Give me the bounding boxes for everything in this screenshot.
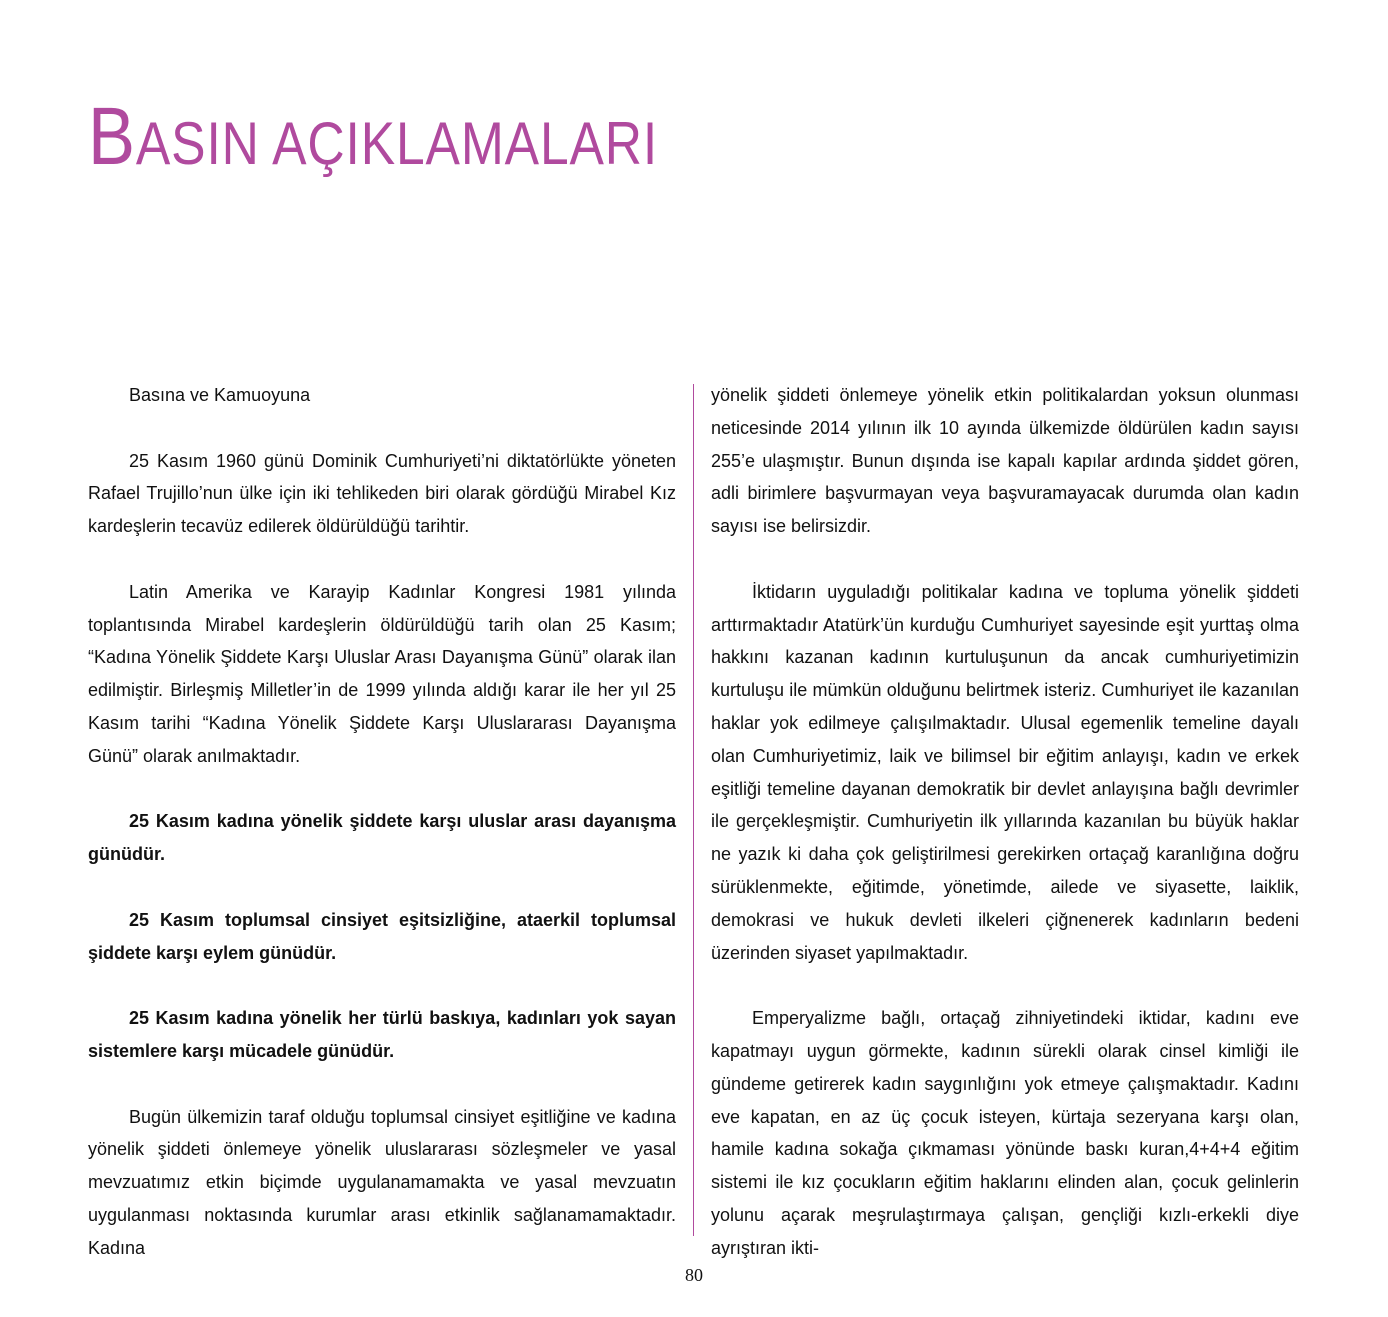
- paragraph-continuation: yönelik şiddeti önlemeye yönelik etkin politikalardan yoksun olunması neticesinde 2014 yılının ilk 10 ayında ülkemizde öldürülen kadın sayısı 255’e ulaşmıştır. Bunun dışında ise kapalı kapılar ardında şiddet gören, adli birimlere başvurmayan veya başvuramayacak durumda olan kadın sayısı ise belirsizdir.: [711, 385, 1299, 537]
- paragraph-imperialism: Emperyalizme bağlı, ortaçağ zihniyetindeki iktidar, kadını eve kapatmayı uygun görmekte, kadının sürekli olarak cinsel kimliği ile gündeme getirerek kadın saygınlığını yok etmeye çalışmaktadır. Kadını eve kapatan, en az üç çocuk isteyen, kürtaja sezeryana karşı olan, hamile kadına sokağa çıkmaması yönünde baskı kuran,4+4+4 eğitim sistemi ile kız çocukların eğitim haklarını elinden alan, çocuk gelinlerin yolunu açarak meşrulaştırmaya çalışan, gençliği kızlı-erkekli diye ayrıştıran ikti-: [711, 1008, 1299, 1258]
- page-title-rest: ASIN AÇIKLAMALARI: [135, 110, 659, 177]
- paragraph-today: Bugün ülkemizin taraf olduğu toplumsal cinsiyet eşitliğine ve kadına yönelik şiddeti önlemeye yönelik uluslararası sözleşmeler ve yasal mevzuatımız etkin biçimde uygulanamamakta ve yasal mevzuatın uygulanması noktasında kurumlar arası etkinlik sağlanamamaktadır. Kadına: [88, 1106, 676, 1258]
- bold-statement-struggle: 25 Kasım kadına yönelik her türlü baskıya, kadınları yok sayan sistemlere karşı mücadele günüdür.: [88, 1008, 676, 1061]
- bold-statement-solidarity: 25 Kasım kadına yönelik şiddete karşı uluslar arası dayanışma günüdür.: [88, 811, 676, 865]
- page-number: 80: [685, 1265, 703, 1285]
- page-title: [88, 88, 658, 186]
- paragraph-congress: Latin Amerika ve Karayip Kadınlar Kongresi 1981 yılında toplantısında Mirabel kardeşlerin öldürüldüğü tarih olan 25 Kasım; “Kadına Yönelik Şiddete Karşı Uluslar Arası Dayanışma Günü” olarak ilan edilmiştir. Birleşmiş Milletler’in de 1999 yılında aldığı karar ile her yıl 25 Kasım tarihi “Kadına Yönelik Şiddete Karşı Uluslararası Dayanışma Günü” olarak anılmaktadır.: [88, 581, 676, 766]
- left-column: [88, 379, 676, 1297]
- column-divider: [693, 384, 694, 1236]
- paragraph-history: 25 Kasım 1960 günü Dominik Cumhuriyeti’ni diktatörlükte yöneten Rafael Trujillo’nun ülke için iki tehlikeden biri olarak gördüğü Mirabel Kız kardeşlerin tecavüz edilerek öldürüldüğü tarihtir.: [88, 450, 676, 537]
- paragraph-policies: İktidarın uyguladığı politikalar kadına ve topluma yönelik şiddeti arttırmaktadır Atatürk’ün kurduğu Cumhuriyet sayesinde eşit yurttaş olma hakkını kazanan kadının kurtuluşunun da ancak cumhuriyetimizin kurtuluşu ile mümkün olduğunu belirtmek isteriz. Cumhuriyet ile kazanılan haklar yok edilmeye çalışılmaktadır. Ulusal egemenlik temeline dayalı olan Cumhuriyetimiz, laik ve bilimsel bir eğitim anlayışı, kadın ve erkek eşitliği temeline dayanan demokratik bir devlet anlayışına bağlı devrimler ile gerçekleşmiştir. Cumhuriyetin ilk yıllarında kazanılan bu büyük haklar ne yazık ki daha çok geliştirilmesi gerekirken ortaçağ karanlığına doğru sürüklenmekte, eğitimde, yönetimde, ailede ve siyasette, laiklik, demokrasi ve hukuk devleti ilkeleri çiğnenerek kadınların bedeni üzerinden siyaset yapılmaktadır.: [711, 581, 1299, 963]
- page-title-initial: B: [88, 91, 136, 182]
- salutation: Basına ve Kamuoyuna: [129, 385, 311, 405]
- right-column: [711, 379, 1299, 1297]
- bold-statement-action: 25 Kasım toplumsal cinsiyet eşitsizliğine, ataerkil toplumsal şiddete karşı eylem günüdür.: [88, 909, 676, 963]
